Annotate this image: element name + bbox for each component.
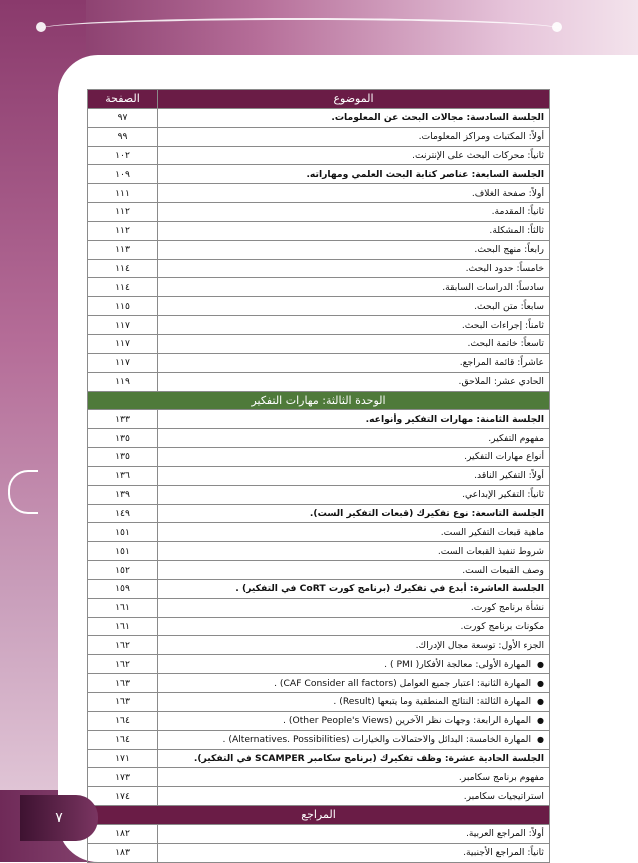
toc-entry — [158, 636, 550, 655]
toc-entry — [158, 843, 550, 862]
page-ref: ١١٩ — [88, 372, 158, 391]
session-title — [158, 165, 550, 184]
toc-row — [88, 711, 550, 730]
page-ref: ١١٢ — [88, 203, 158, 222]
toc-row — [88, 221, 550, 240]
entry-text: تاسعاً: خاتمة البحث. — [467, 338, 544, 350]
page-ref: ١٦٤ — [88, 730, 158, 749]
bullet-icon: ● — [537, 678, 544, 688]
page-column-header: الصفحة — [88, 90, 158, 109]
toc-entry — [158, 127, 550, 146]
entry-text: أنواع مهارات التفكير. — [464, 451, 544, 463]
toc-entry — [158, 768, 550, 787]
toc-body — [88, 108, 550, 862]
decorative-arc — [40, 18, 560, 40]
entry-text: المهارة الثانية: اعتبار جميع العوامل (CAF Consider all factors) . — [274, 677, 532, 689]
toc-row — [88, 334, 550, 353]
toc-entry — [158, 146, 550, 165]
toc-entry — [158, 448, 550, 467]
toc-entry — [158, 297, 550, 316]
references-heading: المراجع — [88, 806, 550, 825]
toc-row — [88, 466, 550, 485]
entry-text: الجلسة الحادية عشرة: وظف تفكيرك (برنامج سكامبر SCAMPER في التفكير). — [193, 752, 544, 764]
toc-row — [88, 108, 550, 127]
toc-row — [88, 203, 550, 222]
toc-entry — [158, 674, 550, 693]
page-ref: ١١٣ — [88, 240, 158, 259]
page-ref: ١٠٩ — [88, 165, 158, 184]
page-ref: ١١٤ — [88, 278, 158, 297]
entry-text: الحادي عشر: الملاحق. — [458, 376, 544, 388]
toc-row — [88, 617, 550, 636]
toc-row — [88, 316, 550, 335]
page-ref: ١١١ — [88, 184, 158, 203]
page-ref: ١٦٢ — [88, 636, 158, 655]
session-title — [158, 749, 550, 768]
entry-text: أولاً: المكتبات ومراكز المعلومات. — [418, 131, 544, 143]
toc-row — [88, 749, 550, 768]
page-ref: ١٦٣ — [88, 674, 158, 693]
toc-entry — [158, 466, 550, 485]
page-ref: ١١٤ — [88, 259, 158, 278]
bullet-icon: ● — [537, 735, 544, 745]
entry-text: ثامناً: إجراءات البحث. — [461, 319, 544, 331]
toc-entry — [158, 353, 550, 372]
entry-text: الجلسة السادسة: مجالات البحث عن المعلومات. — [331, 112, 544, 124]
toc-entry — [158, 259, 550, 278]
toc-row — [88, 542, 550, 561]
toc-entry — [158, 824, 550, 843]
toc-entry — [158, 693, 550, 712]
toc-row — [88, 636, 550, 655]
toc-entry — [158, 617, 550, 636]
unit-heading: الوحدة الثالثة: مهارات التفكير — [88, 391, 550, 410]
toc-row — [88, 824, 550, 843]
table-header-row — [88, 90, 550, 109]
entry-text: مفهوم التفكير. — [488, 432, 544, 444]
toc-entry — [158, 184, 550, 203]
toc-entry — [158, 429, 550, 448]
toc-row — [88, 259, 550, 278]
page-ref: ١٥٢ — [88, 561, 158, 580]
toc-entry — [158, 598, 550, 617]
toc-entry — [158, 372, 550, 391]
toc-row — [88, 579, 550, 598]
toc-row — [88, 655, 550, 674]
page-ref: ١٠٢ — [88, 146, 158, 165]
toc-row — [88, 730, 550, 749]
decorative-dot — [36, 22, 46, 32]
page-ref: ١١٢ — [88, 221, 158, 240]
entry-text: الجزء الأول: توسعة مجال الإدراك. — [415, 639, 544, 651]
page-ref: ١٧٤ — [88, 787, 158, 806]
entry-text: نشأة برنامج كورت. — [470, 602, 544, 614]
page-ref: ٩٩ — [88, 127, 158, 146]
page-ref: ١٣٣ — [88, 410, 158, 429]
toc-row — [88, 127, 550, 146]
page-ref: ١٦٣ — [88, 693, 158, 712]
toc-row — [88, 561, 550, 580]
toc-row — [88, 523, 550, 542]
entry-text: وصف القبعات الست. — [462, 564, 544, 576]
page-ref: ١٥١ — [88, 523, 158, 542]
toc-entry — [158, 334, 550, 353]
entry-text: سابعاً: متن البحث. — [474, 300, 544, 312]
page-ref: ١٣٥ — [88, 429, 158, 448]
page-ref: ١١٧ — [88, 316, 158, 335]
page-ref: ١٦١ — [88, 617, 158, 636]
entry-text: المهارة الرابعة: وجهات نظر الآخرين (Other People's Views) . — [283, 715, 532, 727]
entry-text: سادساً: الدراسات السابقة. — [442, 281, 544, 293]
entry-text: مفهوم برنامج سكامبر. — [458, 771, 544, 783]
toc-entry — [158, 203, 550, 222]
toc-entry — [158, 561, 550, 580]
topic-column-header: الموضوع — [158, 90, 550, 109]
toc-entry — [158, 240, 550, 259]
entry-text: رابعاً: منهج البحث. — [474, 244, 544, 256]
page-ref: ١١٧ — [88, 334, 158, 353]
page-ref: ١١٥ — [88, 297, 158, 316]
page-ref: ١٧٣ — [88, 768, 158, 787]
page-number-badge — [20, 795, 98, 841]
page-number: ٧ — [55, 810, 63, 826]
entry-text: المهارة الأولى: معالجة الأفكار( PMI ) . — [384, 658, 532, 670]
entry-text: ماهية قبعات التفكير الست. — [440, 526, 544, 538]
toc-row — [88, 297, 550, 316]
page-ref: ٩٧ — [88, 108, 158, 127]
entry-text: عاشراً: قائمة المراجع. — [459, 357, 544, 369]
entry-text: أولاً: المراجع العربية. — [465, 828, 544, 840]
entry-text: الجلسة السابعة: عناصر كتابة البحث العلمي ومهاراته. — [306, 168, 544, 180]
toc-row — [88, 448, 550, 467]
entry-text: المهارة الثالثة: النتائج المنطقية وما يتبعها (Result) . — [333, 696, 532, 708]
entry-text: ثانياً: التفكير الإبداعي. — [462, 489, 544, 501]
page-ref: ١٦٢ — [88, 655, 158, 674]
session-title — [158, 579, 550, 598]
toc-entry — [158, 485, 550, 504]
entry-text: مكونات برنامج كورت. — [460, 621, 544, 633]
page-ref: ١٨٢ — [88, 824, 158, 843]
toc-row — [88, 429, 550, 448]
page-ref: ١٦١ — [88, 598, 158, 617]
toc-row — [88, 768, 550, 787]
page-ref: ١٤٩ — [88, 504, 158, 523]
entry-text: الجلسة العاشرة: أبدع في تفكيرك (برنامج كورت CoRT في التفكير) . — [235, 583, 544, 595]
entry-text: ثالثاً: المشكلة. — [489, 225, 544, 237]
page-ref: ١٦٤ — [88, 711, 158, 730]
toc-entry — [158, 523, 550, 542]
toc-entry — [158, 542, 550, 561]
page-ref: ١٥١ — [88, 542, 158, 561]
toc-entry — [158, 278, 550, 297]
entry-text: الجلسة التاسعة: نوع تفكيرك (قبعات التفكير الست). — [309, 507, 544, 519]
toc-row — [88, 693, 550, 712]
entry-text: أولاً: صفحة الغلاف. — [471, 187, 544, 199]
toc-entry — [158, 730, 550, 749]
toc-row — [88, 146, 550, 165]
toc-entry — [158, 316, 550, 335]
page-ref: ١٨٣ — [88, 843, 158, 862]
toc-row — [88, 410, 550, 429]
toc-row — [88, 806, 550, 825]
page-ref: ١٣٩ — [88, 485, 158, 504]
toc-row — [88, 278, 550, 297]
page-ref: ١٣٥ — [88, 448, 158, 467]
toc-row — [88, 598, 550, 617]
toc-entry — [158, 787, 550, 806]
entry-text: خامساً: حدود البحث. — [465, 263, 544, 275]
toc-row — [88, 240, 550, 259]
entry-text: المهارة الخامسة: البدائل والاحتمالات والخيارات (Alternatives. Possibilities) . — [222, 734, 532, 746]
toc-row — [88, 787, 550, 806]
toc-row — [88, 165, 550, 184]
page-ref: ١٥٩ — [88, 579, 158, 598]
toc-row — [88, 843, 550, 862]
entry-text: أولاً: التفكير الناقد. — [474, 470, 544, 482]
bullet-icon: ● — [537, 697, 544, 707]
decorative-dot — [552, 22, 562, 32]
session-title — [158, 108, 550, 127]
session-title — [158, 410, 550, 429]
toc-row — [88, 184, 550, 203]
toc-entry — [158, 711, 550, 730]
entry-text: الجلسة الثامنة: مهارات التفكير وأنواعه. — [365, 413, 544, 425]
page-ref: ١٣٦ — [88, 466, 158, 485]
bullet-icon: ● — [537, 716, 544, 726]
page-ref: ١١٧ — [88, 353, 158, 372]
entry-text: ثانياً: المراجع الأجنبية. — [463, 847, 544, 859]
toc-row — [88, 504, 550, 523]
toc-row — [88, 674, 550, 693]
session-title — [158, 504, 550, 523]
toc-row — [88, 372, 550, 391]
toc-entry — [158, 221, 550, 240]
toc-row — [88, 353, 550, 372]
bullet-icon: ● — [537, 659, 544, 669]
entry-text: شروط تنفيذ القبعات الست. — [437, 545, 544, 557]
entry-text: ثانياً: المقدمة. — [491, 206, 544, 218]
toc-row — [88, 485, 550, 504]
entry-text: ثانياً: محركات البحث على الإنترنت. — [412, 149, 544, 161]
toc-entry — [158, 655, 550, 674]
decorative-hook — [8, 470, 38, 514]
entry-text: استراتيجيات سكامبر. — [463, 790, 544, 802]
page-ref: ١٧١ — [88, 749, 158, 768]
toc-row — [88, 391, 550, 410]
table-of-contents — [87, 89, 550, 863]
